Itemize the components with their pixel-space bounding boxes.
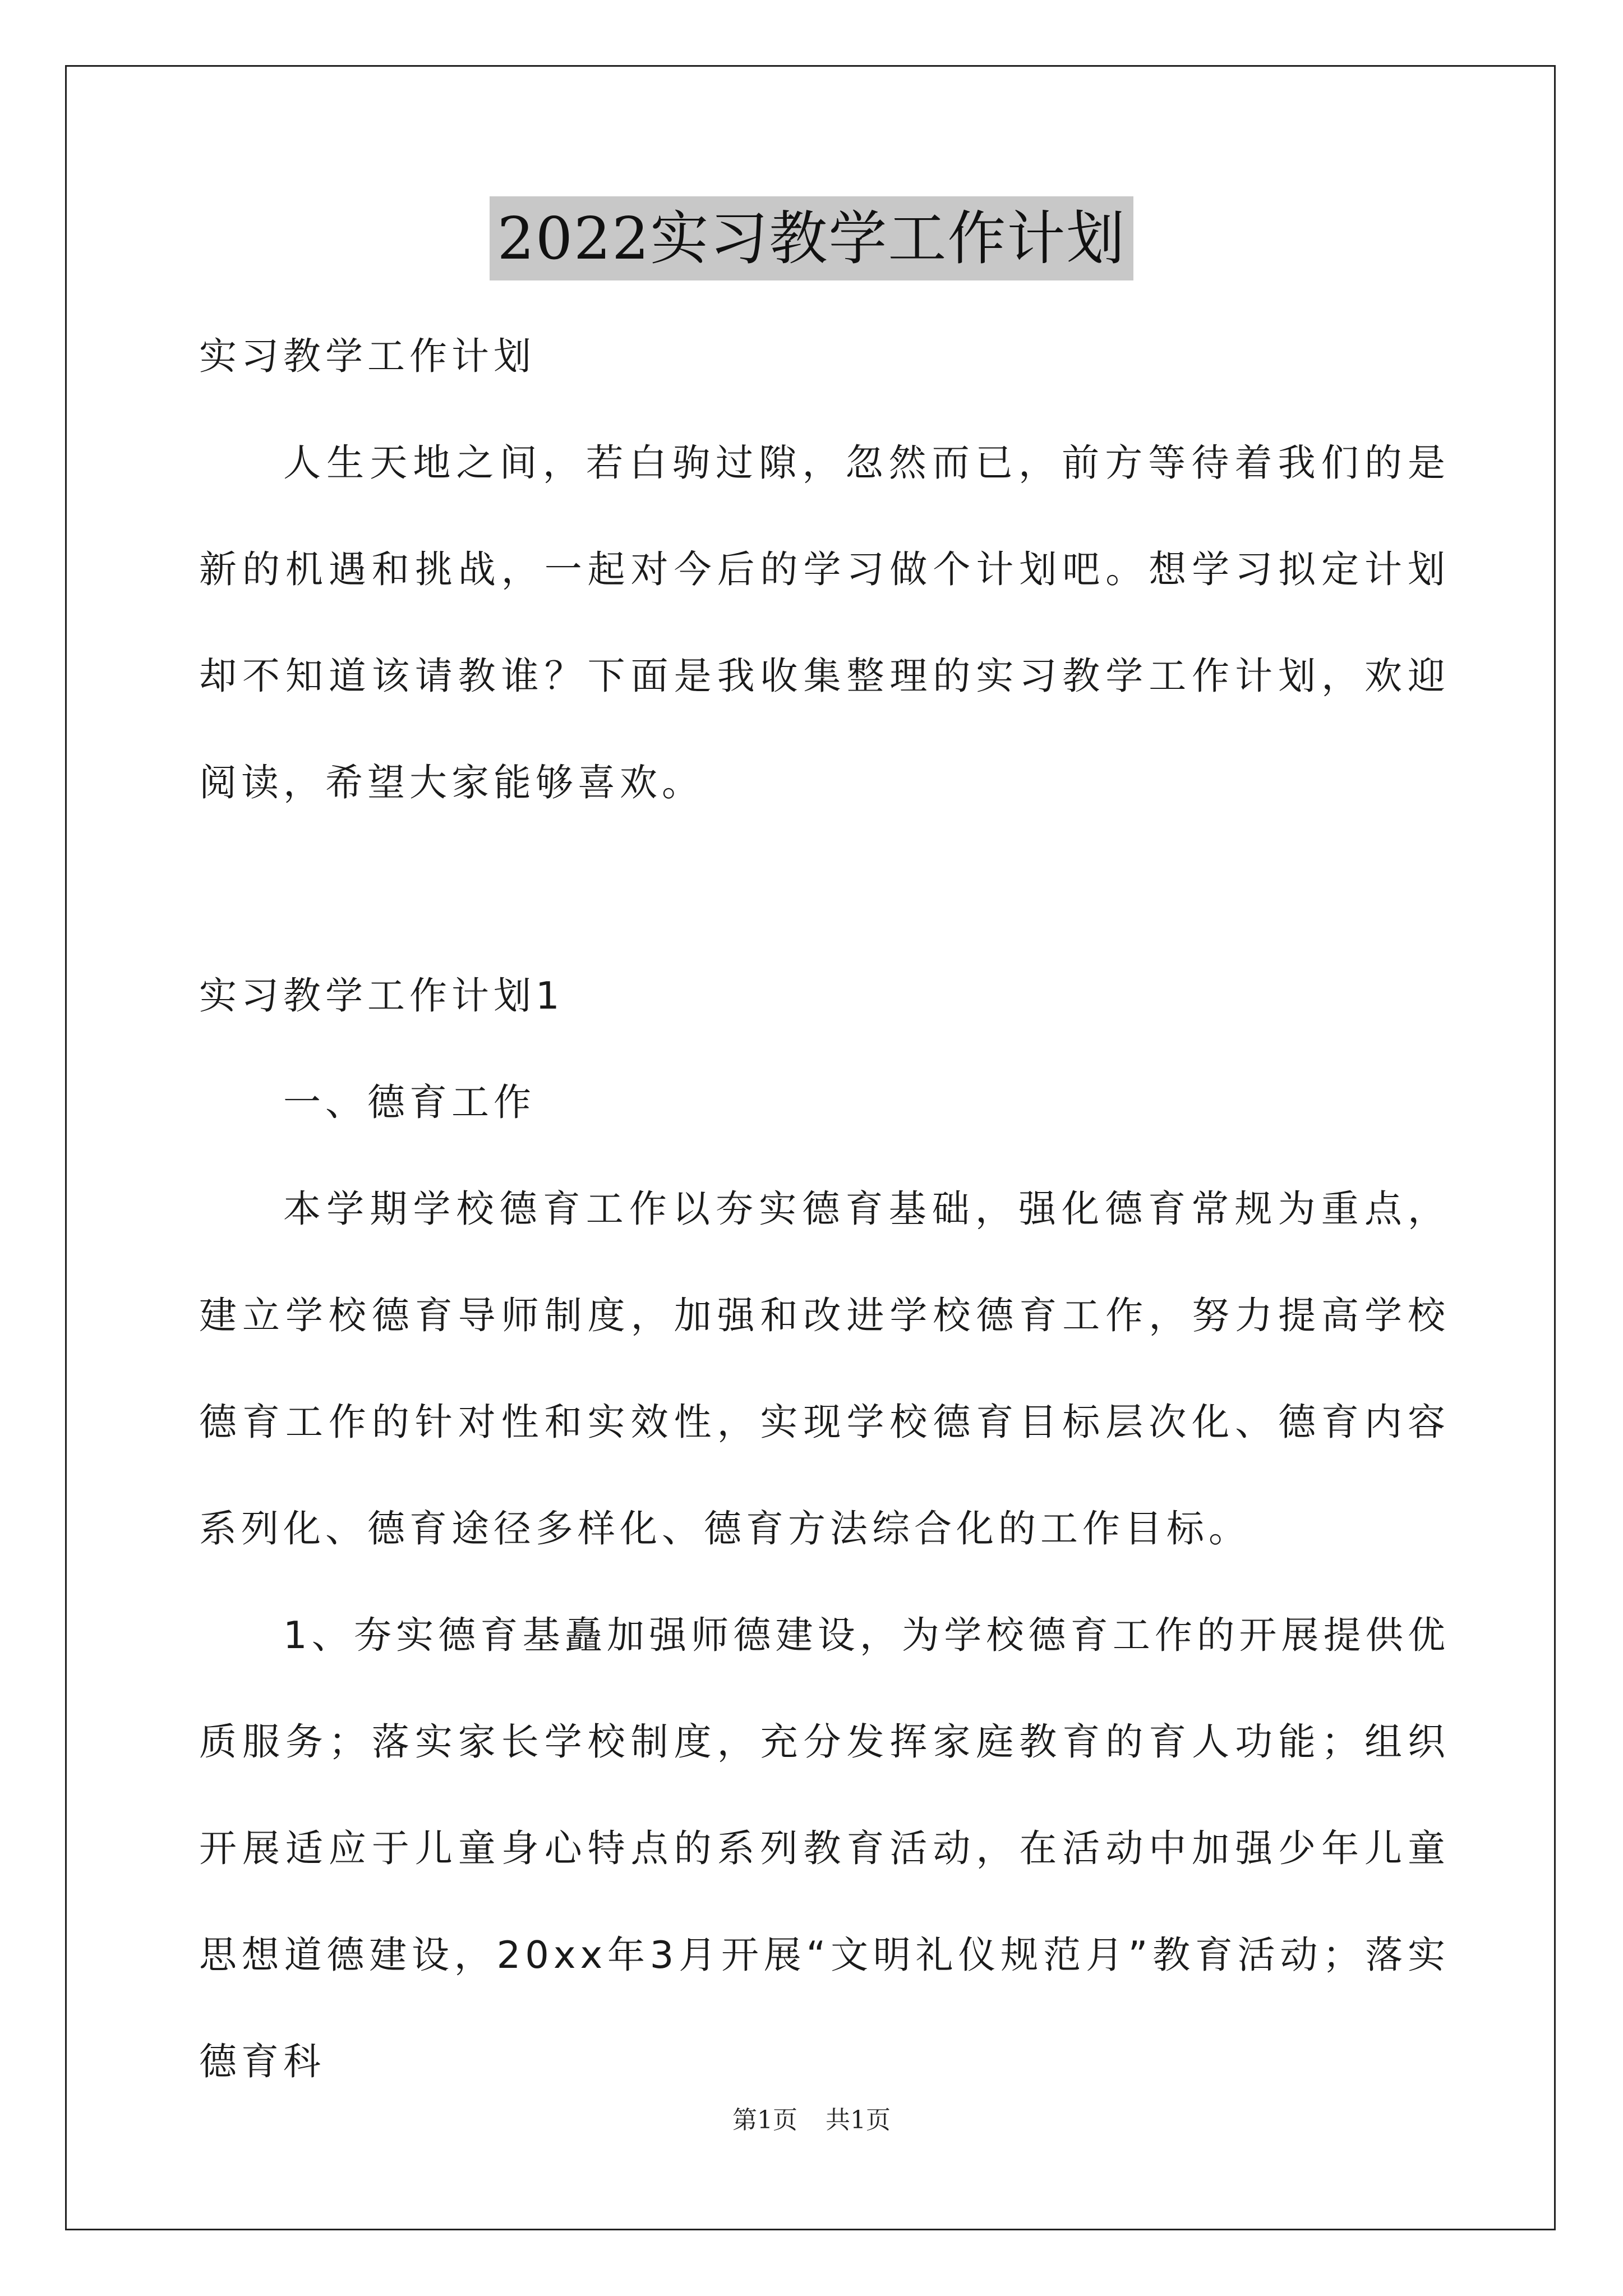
document-subtitle: 实习教学工作计划 [199, 334, 536, 378]
item-1-paragraph: 1、夯实德育基矗加强师德建设，为学校德育工作的开展提供优质服务；落实家长学校制度，充分发挥家庭教育的育人功能；组织开展适应于儿童身心特点的系列教育活动，在活动中加强少年儿童思想道德建设，20xx年3月开展“文明礼仪规范月”教育活动；落实德育科 [199, 1613, 1450, 2083]
page-number-total: 共1页 [826, 2106, 891, 2134]
intro-paragraph: 人生天地之间，若白驹过隙，忽然而已，前方等待着我们的是新的机遇和挑战，一起对今后的学习做个计划吧。想学习拟定计划却不知道该请教谁？下面是我收集整理的实习教学工作计划，欢迎阅读，希望大家能够喜欢。 [199, 441, 1450, 804]
page-footer [0, 2104, 1623, 2137]
title-container [0, 196, 1623, 280]
document-body [199, 303, 1450, 2115]
page-number-current: 第1页 [732, 2106, 797, 2134]
section-heading: 实习教学工作计划1 [199, 974, 564, 1018]
part-heading: 一、德育工作 [283, 1080, 536, 1124]
paragraph-spacer [199, 836, 1450, 942]
moral-education-paragraph: 本学期学校德育工作以夯实德育基础，强化德育常规为重点，建立学校德育导师制度，加强和改进学校德育工作，努力提高学校德育工作的针对性和实效性，实现学校德育目标层次化、德育内容系列化、德育途径多样化、德育方法综合化的工作目标。 [199, 1187, 1450, 1550]
document-title: 2022实习教学工作计划 [490, 196, 1134, 280]
